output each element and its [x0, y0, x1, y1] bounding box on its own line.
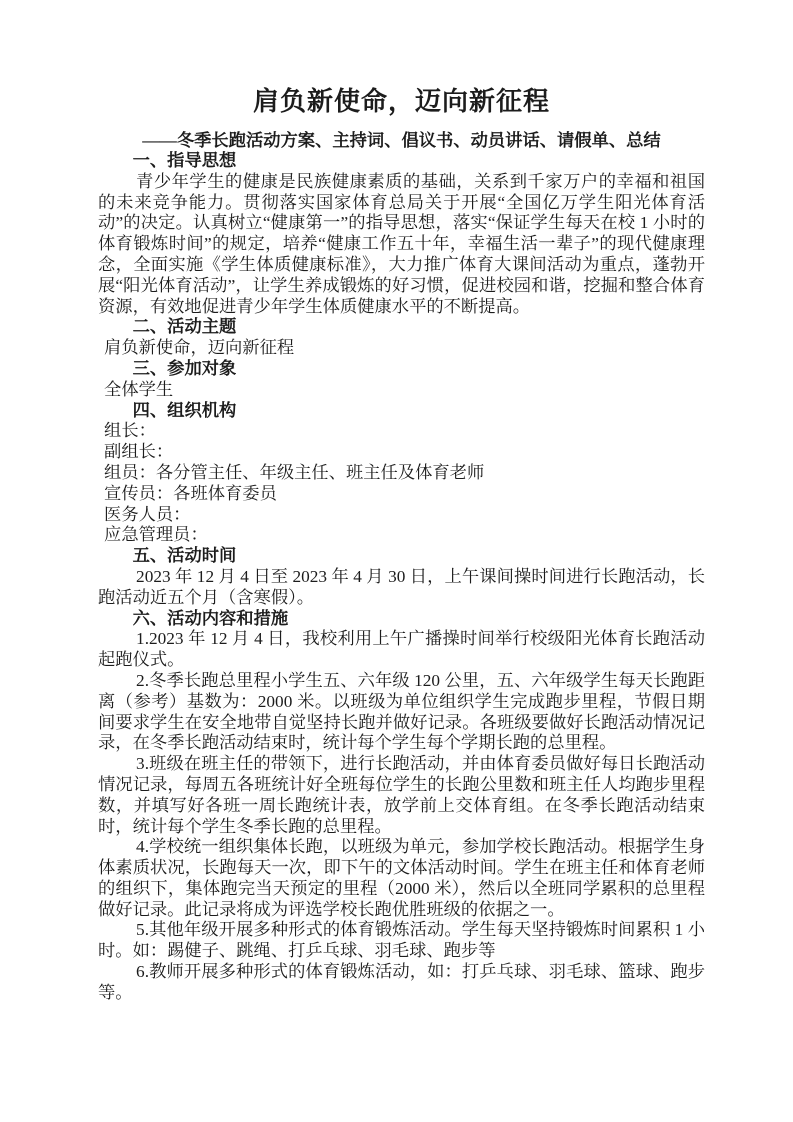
text-line-medical-staff: 医务人员： [104, 504, 191, 524]
paragraph-item-4: 4.学校统一组织集体长跑，以班级为单元，参加学校长跑活动。根据学生身体素质状况，长跑每天一次，即下午的文体活动时间。学生在班主任和体育老师的组织下，集体跑完当天预定的里程（2000 米），然后以全班同学累积的总里程做好记录。此记录将成为评选学校长跑优胜班级的依据之一。 [98, 837, 705, 919]
section-heading-organization: 四、组织机构 [132, 400, 237, 420]
paragraph-item-6: 6.教师开展多种形式的体育锻炼活动，如：打乒乓球、羽毛球、篮球、跑步等。 [98, 962, 705, 1002]
section-heading-activity-theme: 二、活动主题 [132, 317, 237, 337]
section-heading-activity-time: 五、活动时间 [132, 546, 237, 566]
paragraph: 2023 年 12 月 4 日至 2023 年 4 月 30 日，上午课间操时间进行长跑活动，长跑活动近五个月（含寒假）。 [98, 566, 705, 607]
text-line-leader: 组长： [104, 421, 156, 441]
text-line-deputy-leader: 副组长： [104, 442, 174, 462]
section-heading-participants: 三、参加对象 [132, 358, 237, 378]
paragraph: 青少年学生的健康是民族健康素质的基础，关系到千家万户的幸福和祖国的未来竞争能力。贯彻落实国家体育总局关于开展“全国亿万学生阳光体育活动”的决定。认真树立“健康第一”的指导思想，落实“保证学生每天在校 1 小时的体育锻炼时间”的规定，培养“健康工作五十年，幸福生活一辈子”的现代健康理念，全面实施《学生体质健康标准》，大力推广体育大课间活动为重点，蓬勃开展“阳光体育活动”，让学生养成锻炼的好习惯，促进校园和谐，挖掘和整合体育资源，有效地促进青少年学生体质健康水平的不断提高。 [98, 171, 705, 316]
paragraph-item-2: 2.冬季长跑总里程小学生五、六年级 120 公里，五、六年级学生每天长跑距离（参考）基数为：2000 米。以班级为单位组织学生完成跑步里程，节假日期间要求学生在安全地带自觉坚持长跑并做好记录。各班级要做好长跑活动情况记录，在冬季长跑活动结束时，统计每个学生每个学期长跑的总里程。 [98, 670, 705, 753]
text-line-members: 组员：各分管主任、年级主任、班主任及体育老师 [104, 462, 485, 482]
paragraph-item-5: 5.其他年级开展多种形式的体育锻炼活动。学生每天坚持锻炼时间累积 1 小时。如：踢健子、跳绳、打乒乓球、羽毛球、跑步等 [98, 920, 705, 961]
section-heading-content-measures: 六、活动内容和措施 [132, 608, 289, 628]
doc-body [98, 151, 705, 1004]
text-line: 肩负新使命，迈向新征程 [104, 338, 295, 358]
text-line: 全体学生 [104, 379, 174, 399]
paragraph-item-1: 1.2023 年 12 月 4 日，我校利用上午广播操时间举行校级阳光体育长跑活动起跑仪式。 [98, 629, 705, 670]
paragraph-item-3: 3.班级在班主任的带领下，进行长跑活动，并由体育委员做好每日长跑活动情况记录，每周五各班统计好全班每位学生的长跑公里数和班主任人均跑步里程数，并填写好各班一周长跑统计表，放学前上交体育组。在冬季长跑活动结束时，统计每个学生冬季长跑的总里程。 [98, 754, 705, 836]
text-line-publicity: 宣传员：各班体育委员 [104, 483, 277, 503]
doc-subtitle: ——冬季长跑活动方案、主持词、倡议书、动员讲话、请假单、总结 [142, 131, 661, 150]
section-heading-guiding-ideology: 一、指导思想 [132, 151, 237, 170]
text-line-emergency-manager: 应急管理员： [104, 525, 208, 545]
doc-title: 肩负新使命，迈向新征程 [252, 87, 550, 116]
